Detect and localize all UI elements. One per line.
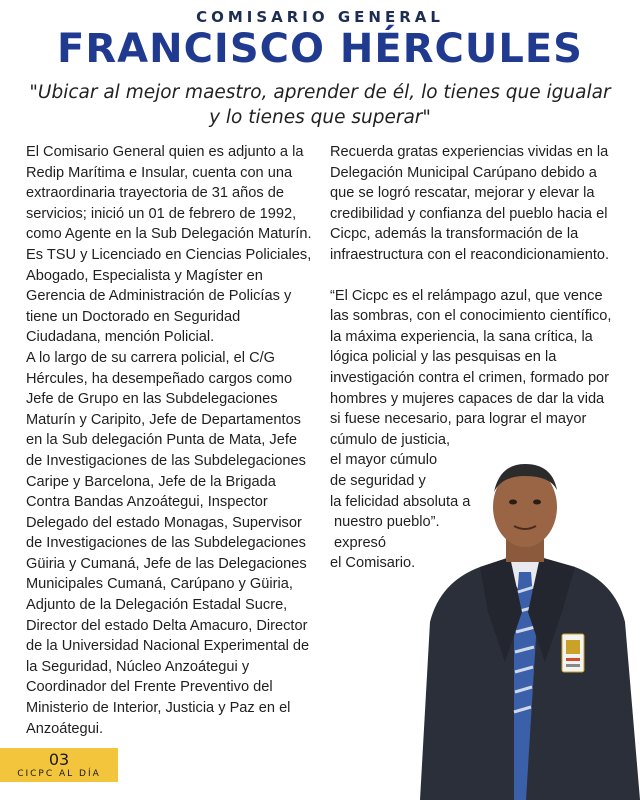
text-line: credibilidad y confianza del pueblo hacia el (330, 205, 608, 222)
text-line: la Seguridad, Núcleo Anzoátegui y (26, 658, 250, 675)
text-line: Anzoátegui. (26, 720, 104, 737)
text-line: Coordinador del Frente Preventivo del (26, 679, 273, 696)
text-line: Hércules, ha desempeñado cargos como (26, 370, 293, 387)
pull-quote (20, 80, 620, 130)
text-line: hombres y mujeres capaces de dar la vida (330, 390, 605, 407)
page-number: 03 (48, 750, 70, 769)
text-line: Contra Bandas Anzoátegui, Inspector (26, 494, 268, 511)
text-line: Cicpc, además la transformación de la (330, 226, 579, 243)
text-line: tiene un Doctorado en Seguridad (26, 308, 241, 325)
text-line: Es TSU y Licenciado en Ciencias Policiales, (26, 246, 312, 263)
id-badge-icon (562, 634, 584, 672)
text-line: Municipales Cumaná, Carúpano y Güiria, (26, 576, 293, 593)
text-line: Maturín y Caripito, Jefe de Departamentos (26, 411, 301, 428)
text-line: de seguridad y (330, 472, 426, 489)
text-line: que se logró rescatar, mejorar y elevar la (330, 185, 595, 202)
text-line: lógica policial y las pesquisas en la (330, 349, 557, 366)
text-line: A lo largo de su carrera policial, el C/G (26, 349, 276, 366)
text-line: cúmulo de justicia, (330, 431, 451, 448)
text-line: Güiria y Cumaná, Jefe de las Delegaciones (26, 555, 307, 572)
text-line: Ciudadana, mención Policial. (26, 329, 215, 346)
text-line: el mayor cúmulo (330, 452, 438, 469)
text-line: de Investigaciones de las Subdelegaciones (26, 535, 306, 552)
text-line: el Comisario. (330, 555, 416, 572)
text-line: Delegación Municipal Carúpano debido a (330, 164, 597, 181)
text-line: Abogado, Especialista y Magíster en (26, 267, 263, 284)
text-line: si fuese necesario, para lograr el mayor (330, 411, 587, 428)
text-line: Delegado del estado Monagas, Supervisor (26, 514, 302, 531)
text-line: El Comisario General quien es adjunto a la (26, 144, 304, 160)
text-line: Recuerda gratas experiencias vividas en la (330, 144, 609, 160)
text-line: “El Cicpc es el relámpago azul, que vence (330, 287, 603, 304)
text-line: Redip Marítima e Insular, cuenta con una (26, 164, 293, 181)
pull-quote-line: y lo tienes que superar" (209, 107, 431, 128)
left-text-column (26, 142, 326, 739)
person-name-heading: FRANCISCO HÉRCULES (57, 26, 583, 72)
publication-label: CICPC AL DÍA (17, 769, 101, 779)
text-line: la máxima experiencia, la sana crítica, la (330, 328, 593, 345)
text-line: Director del estado Delta Amacuro, Director (26, 617, 308, 634)
text-line: Caripe y Barcelona, Jefe de la Brigada (26, 473, 276, 490)
text-line: Adjunto de la Delegación Estadal Sucre, (26, 597, 288, 614)
text-line: de Investigaciones de las Subdelegaciones (26, 452, 306, 469)
pull-quote-line: "Ubicar al mejor maestro, aprender de él, lo tienes que igualar (29, 82, 611, 103)
portrait-photo (410, 462, 640, 800)
text-line: Gerencia de Administración de Policías y (26, 288, 292, 305)
paragraph-gap (330, 266, 620, 286)
text-line: Ministerio de Interior, Justicia y Paz en el (26, 700, 291, 717)
text-line: investigación contra el crimen, formado por (330, 369, 610, 386)
text-line: de la Universidad Nacional Experimental de (26, 638, 310, 655)
text-line: en la Sub delegación Punta de Mata, Jefe (26, 432, 297, 449)
text-line: la felicidad absoluta a (330, 493, 471, 510)
text-line: como Agente en la Sub Delegación Maturín. (26, 226, 312, 243)
kicker-title: COMISARIO GENERAL (196, 8, 444, 26)
text-line: expresó (330, 534, 386, 551)
text-line: extraordinaria trayectoria de 31 años de (26, 185, 284, 202)
text-line: servicios; inició un 01 de febrero de 1992, (26, 205, 297, 222)
text-line: nuestro pueblo”. (330, 514, 440, 531)
text-line: las sombras, con el conocimiento científico, (330, 308, 612, 325)
text-line: infraestructura con el reacondicionamiento. (330, 246, 610, 263)
text-line: Jefe de Grupo en las Subdelegaciones (26, 391, 278, 408)
